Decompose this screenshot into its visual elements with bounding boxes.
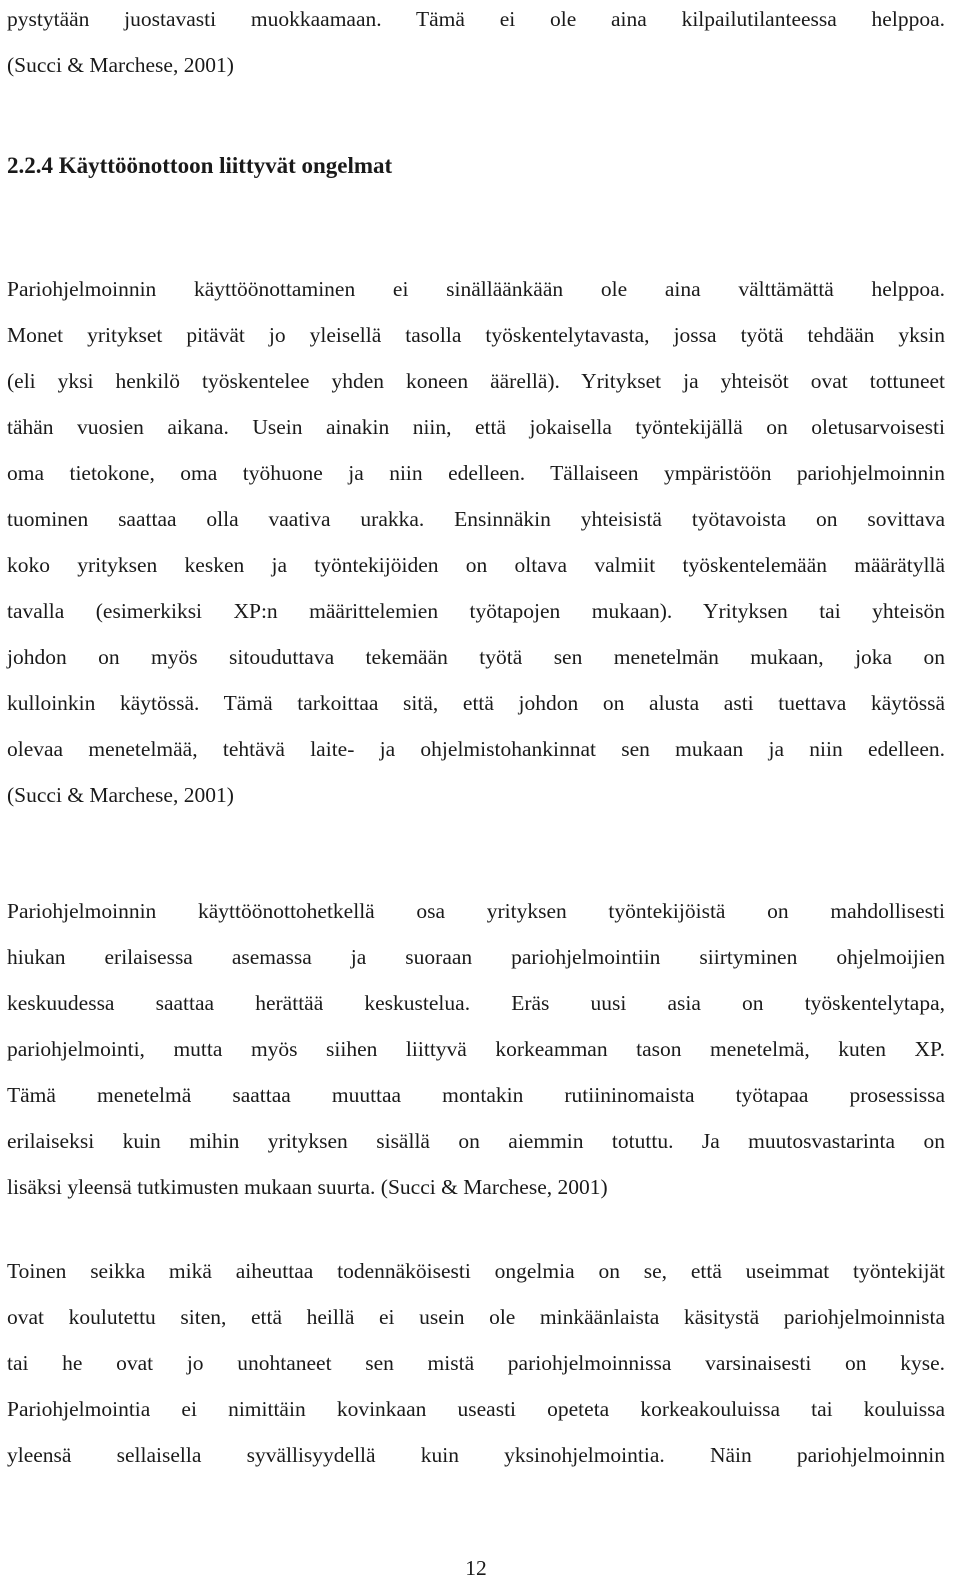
text-line: koko yrityksen kesken ja työntekijöiden on oltava valmiit työskentelemään määrätyllä xyxy=(7,553,945,577)
text-line: hiukan erilaisessa asemassa ja suoraan pariohjelmointiin siirtyminen ohjelmoijien xyxy=(7,945,945,969)
text-line: (eli yksi henkilö työskentelee yhden koneen äärellä). Yritykset ja yhteisöt ovat tottuneet xyxy=(7,369,945,393)
text-line: oma tietokone, oma työhuone ja niin edelleen. Tällaiseen ympäristöön pariohjelmoinnin xyxy=(7,461,945,485)
text-line: Toinen seikka mikä aiheuttaa todennäköisesti ongelmia on se, että useimmat työntekijät xyxy=(7,1259,945,1283)
text-line: tuominen saattaa olla vaativa urakka. Ensinnäkin yhteisistä työtavoista on sovittava xyxy=(7,507,945,531)
text-line: johdon on myös sitouduttava tekemään työtä sen menetelmän mukaan, joka on xyxy=(7,645,945,669)
text-line: Monet yritykset pitävät jo yleisellä tasolla työskentelytavasta, jossa työtä tehdään yksin xyxy=(7,323,945,347)
text-line: ovat koulutettu siten, että heillä ei usein ole minkäänlaista käsitystä pariohjelmoinnista xyxy=(7,1305,945,1329)
text-line: (Succi & Marchese, 2001) xyxy=(7,53,234,77)
section-heading: 2.2.4 Käyttöönottoon liittyvät ongelmat xyxy=(7,153,393,178)
text-line: Pariohjelmoinnin käyttöönottohetkellä osa yrityksen työntekijöistä on mahdollisesti xyxy=(7,899,945,923)
text-line: kulloinkin käytössä. Tämä tarkoittaa sitä, että johdon on alusta asti tuettava käytössä xyxy=(7,691,945,715)
text-line: (Succi & Marchese, 2001) xyxy=(7,783,234,807)
text-line: pariohjelmointi, mutta myös siihen liittyvä korkeamman tason menetelmä, kuten XP. xyxy=(7,1037,945,1061)
text-line: tavalla (esimerkiksi XP:n määrittelemien työtapojen mukaan). Yrityksen tai yhteisön xyxy=(7,599,945,623)
text-line: keskuudessa saattaa herättää keskustelua. Eräs uusi asia on työskentelytapa, xyxy=(7,991,945,1015)
text-line: erilaiseksi kuin mihin yrityksen sisällä on aiemmin totuttu. Ja muutosvastarinta on xyxy=(7,1129,945,1153)
text-line: olevaa menetelmää, tehtävä laite- ja ohjelmistohankinnat sen mukaan ja niin edelleen. xyxy=(7,737,945,761)
continuation-paragraph xyxy=(7,0,945,88)
paragraph-1 xyxy=(7,266,945,818)
text-line: yleensä sellaisella syvällisyydellä kuin yksinohjelmointia. Näin pariohjelmoinnin xyxy=(7,1443,945,1467)
text-line: lisäksi yleensä tutkimusten mukaan suurta. (Succi & Marchese, 2001) xyxy=(7,1175,608,1199)
page-number: 12 xyxy=(465,1556,487,1580)
paragraph-3 xyxy=(7,1248,945,1478)
paragraph-2 xyxy=(7,888,945,1210)
text-line: pystytään juostavasti muokkaamaan. Tämä ei ole aina kilpailutilanteessa helppoa. xyxy=(7,7,945,31)
text-line: tähän vuosien aikana. Usein ainakin niin, että jokaisella työntekijällä on oletusarvoisesti xyxy=(7,415,945,439)
text-line: Tämä menetelmä saattaa muuttaa montakin rutiininomaista työtapaa prosessissa xyxy=(7,1083,945,1107)
text-line: Pariohjelmointia ei nimittäin kovinkaan useasti opeteta korkeakouluissa tai kouluissa xyxy=(7,1397,945,1421)
text-line: Pariohjelmoinnin käyttöönottaminen ei sinälläänkään ole aina välttämättä helppoa. xyxy=(7,277,945,301)
text-line: tai he ovat jo unohtaneet sen mistä pariohjelmoinnissa varsinaisesti on kyse. xyxy=(7,1351,945,1375)
